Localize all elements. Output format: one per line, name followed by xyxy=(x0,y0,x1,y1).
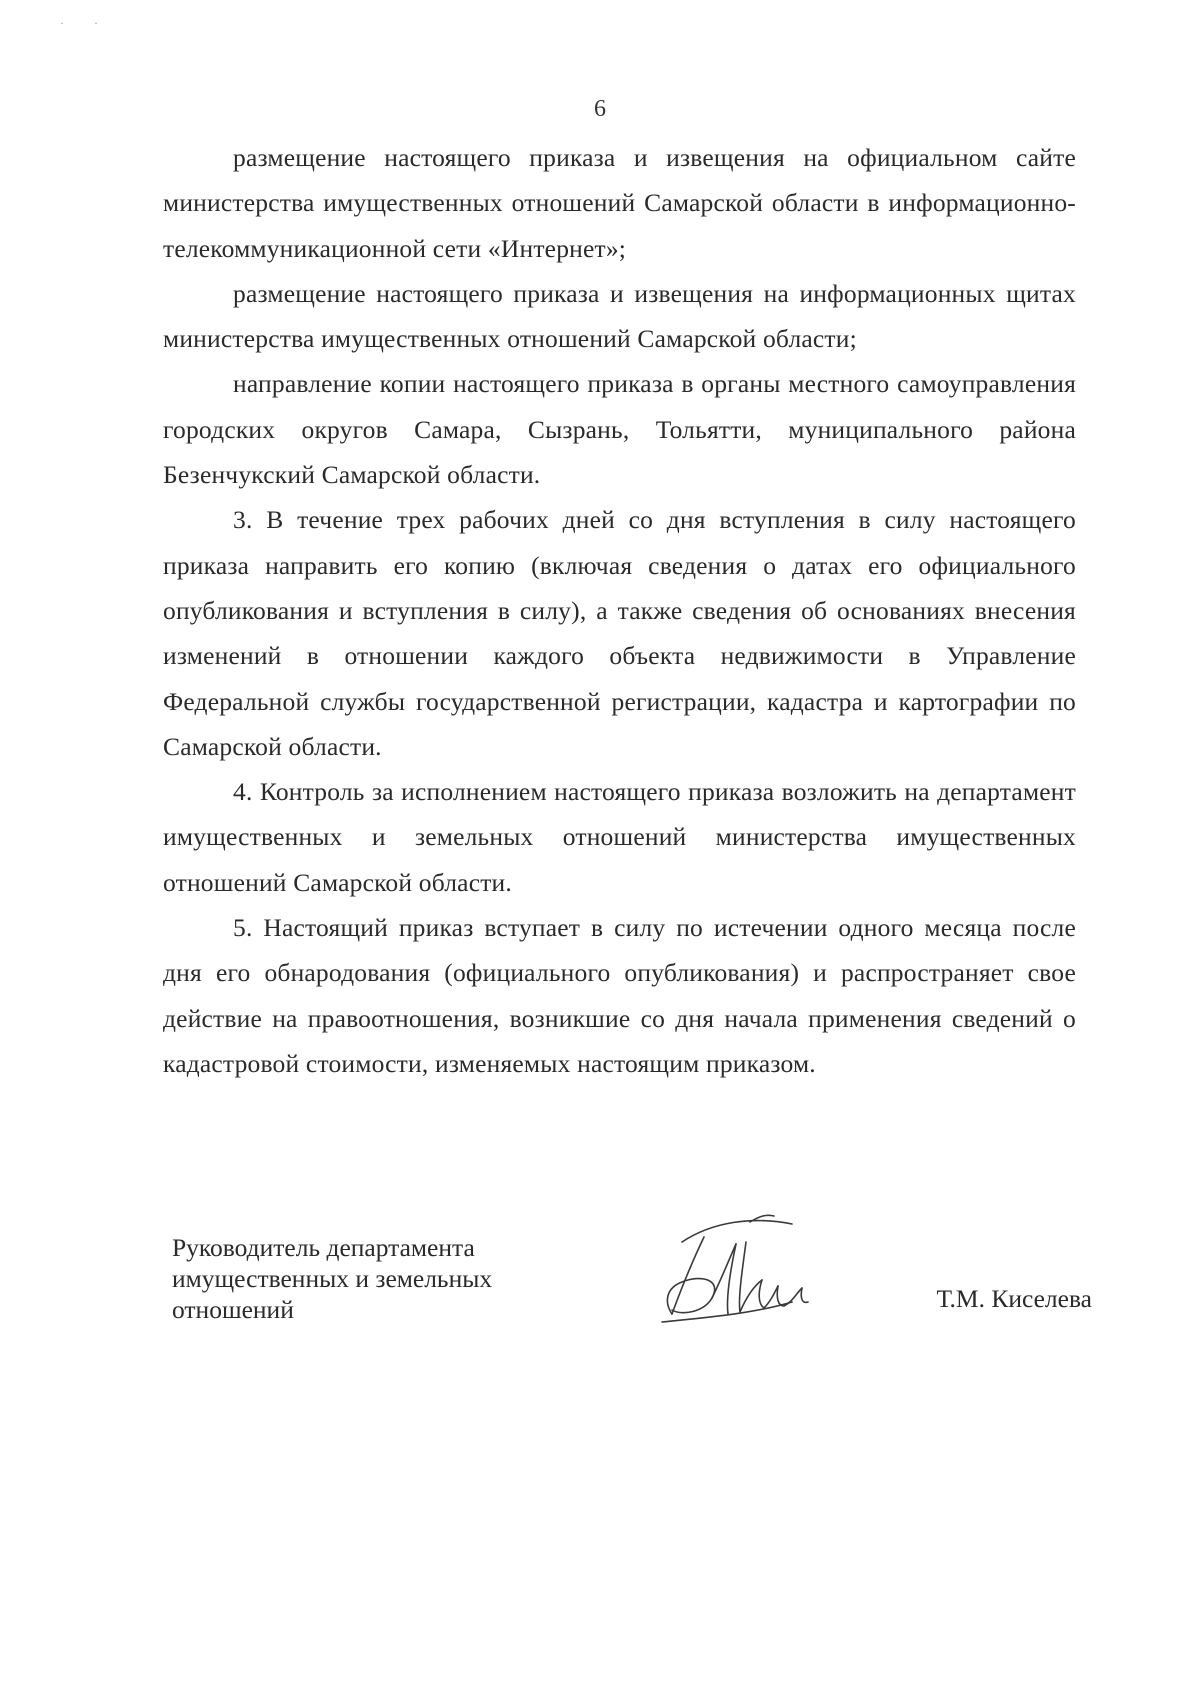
signatory-role xyxy=(172,1232,552,1325)
paragraph-item-3: 3. В течение трех рабочих дней со дня вступления в силу настоящего приказа направить его копию (включая сведения о датах его официального опубликования и вступления в силу), а также сведения об основаниях внесения изменений в отношении каждого объекта недвижимости в Управление Федеральной службы государственной регистрации, кадастра и картографии по Самарской области. xyxy=(163,505,1076,761)
signatory-name: Т.М. Киселева xyxy=(936,1284,1092,1313)
signatory-role-line: Руководитель департамента xyxy=(172,1233,475,1262)
page-number: 6 xyxy=(594,96,606,122)
paragraph-item-4: 4. Контроль за исполнением настоящего приказа возложить на департамент имущественных и земельных отношений министерства имущественных отношений Самарской области. xyxy=(163,777,1076,897)
document-body xyxy=(163,135,1076,1086)
paragraph-site-publication: размещение настоящего приказа и извещения на официальном сайте министерства имущественных отношений Самарской области в информационно-телекоммуникационной сети «Интернет»; xyxy=(163,143,1076,263)
scan-artifact: · · xyxy=(60,16,98,30)
signatory-role-line: отношений xyxy=(172,1295,294,1324)
signature-block xyxy=(172,1232,1092,1362)
handwritten-signature-icon xyxy=(642,1202,842,1332)
signatory-role-line: имущественных и земельных xyxy=(172,1264,493,1293)
paragraph-info-boards: размещение настоящего приказа и извещения на информационных щитах министерства имущественных отношений Самарской области; xyxy=(163,278,1076,354)
paragraph-item-5: 5. Настоящий приказ вступает в силу по истечении одного месяца после дня его обнародования (официального опубликования) и распространяет свое действие на правоотношения, возникшие со дня начала применения сведений о кадастровой стоимости, изменяемых настоящим приказом. xyxy=(163,913,1076,1078)
paragraph-copy-to-authorities: направление копии настоящего приказа в органы местного самоуправления городских округов Самара, Сызрань, Тольятти, муниципального района Безенчукский Самарской области. xyxy=(163,369,1076,490)
